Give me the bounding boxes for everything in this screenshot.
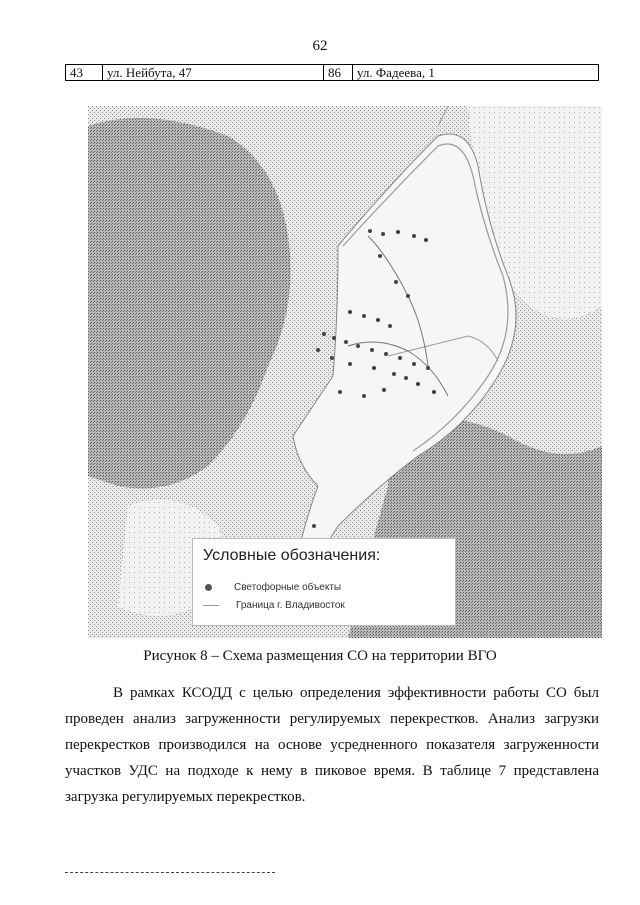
page-number: 62 — [312, 38, 328, 54]
table-cell-number: 86 — [324, 65, 353, 81]
figure-caption: Рисунок 8 – Схема размещения СО на территории ВГО — [143, 648, 497, 664]
dot-icon — [205, 584, 212, 591]
boundary-line-icon — [203, 605, 219, 606]
legend-title: Условные обозначения: — [203, 547, 381, 564]
footer-divider — [65, 872, 275, 873]
body-text — [65, 680, 599, 810]
table-row — [66, 65, 599, 81]
legend-item-traffic-lights — [203, 582, 341, 593]
table-cell-address: ул. Нейбута, 47 — [103, 65, 324, 81]
legend-item-label: Светофорные объекты — [234, 582, 342, 593]
map-figure — [88, 106, 602, 638]
map-legend — [192, 538, 456, 626]
table-cell-number: 43 — [66, 65, 103, 81]
paragraph: В рамках КСОДД с целью определения эффективности работы СО был проведен анализ загруженности регулируемых перекрестков. Анализ загрузки перекрестков производился на основе усредненного показателя загруженности участков УДС на подходе к нему в пиковое время. В таблице 7 представлена загрузка регулируемых перекрестков. — [65, 685, 599, 805]
legend-item-boundary — [203, 600, 345, 611]
legend-item-label: Граница г. Владивосток — [236, 600, 345, 611]
table-cell-address: ул. Фадеева, 1 — [353, 65, 599, 81]
address-table — [65, 64, 599, 81]
